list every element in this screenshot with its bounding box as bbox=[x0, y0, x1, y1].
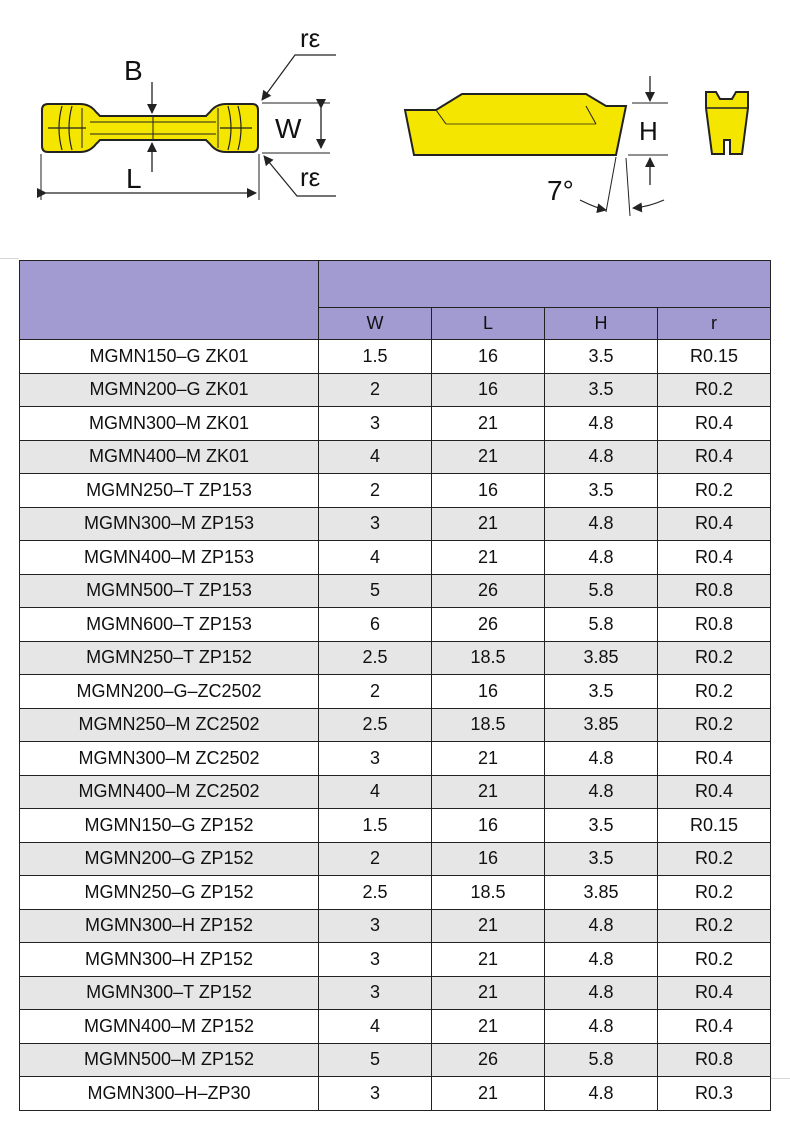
cell-l: 26 bbox=[432, 1043, 545, 1077]
cell-w: 1.5 bbox=[319, 809, 432, 843]
table-row bbox=[20, 708, 771, 742]
cell-h: 4.8 bbox=[545, 1010, 658, 1044]
cell-r: R0.2 bbox=[658, 943, 771, 977]
cell-l: 18.5 bbox=[432, 876, 545, 910]
cell-w: 3 bbox=[319, 507, 432, 541]
table-row bbox=[20, 541, 771, 575]
cell-h: 5.8 bbox=[545, 608, 658, 642]
cell-model: MGMN300–M ZK01 bbox=[20, 407, 319, 441]
cell-h: 4.8 bbox=[545, 742, 658, 776]
cell-model: MGMN300–T ZP152 bbox=[20, 976, 319, 1010]
cell-l: 21 bbox=[432, 407, 545, 441]
cell-r: R0.4 bbox=[658, 976, 771, 1010]
cell-l: 21 bbox=[432, 742, 545, 776]
cell-h: 3.85 bbox=[545, 708, 658, 742]
table-row bbox=[20, 340, 771, 374]
cell-model: MGMN300–M ZC2502 bbox=[20, 742, 319, 776]
cell-r: R0.4 bbox=[658, 440, 771, 474]
cell-model: MGMN600–T ZP153 bbox=[20, 608, 319, 642]
cell-r: R0.4 bbox=[658, 407, 771, 441]
cell-l: 26 bbox=[432, 574, 545, 608]
cell-r: R0.2 bbox=[658, 708, 771, 742]
cell-model: MGMN400–M ZC2502 bbox=[20, 775, 319, 809]
cell-l: 16 bbox=[432, 842, 545, 876]
cell-w: 3 bbox=[319, 909, 432, 943]
insert-side-view bbox=[405, 94, 626, 155]
header-r: r bbox=[658, 308, 771, 340]
label-angle: 7° bbox=[547, 175, 574, 206]
cell-r: R0.2 bbox=[658, 876, 771, 910]
cell-l: 16 bbox=[432, 809, 545, 843]
cell-l: 21 bbox=[432, 943, 545, 977]
cell-l: 21 bbox=[432, 976, 545, 1010]
label-r-top: rε bbox=[300, 23, 321, 53]
cell-w: 3 bbox=[319, 1077, 432, 1111]
cell-w: 2.5 bbox=[319, 708, 432, 742]
table-row bbox=[20, 574, 771, 608]
table-row bbox=[20, 1010, 771, 1044]
spec-table-body bbox=[20, 340, 771, 1111]
header-group-cell bbox=[319, 261, 771, 308]
cell-h: 4.8 bbox=[545, 976, 658, 1010]
cell-model: MGMN150–G ZP152 bbox=[20, 809, 319, 843]
table-row bbox=[20, 775, 771, 809]
cell-w: 2 bbox=[319, 842, 432, 876]
cell-model: MGMN300–M ZP153 bbox=[20, 507, 319, 541]
cell-model: MGMN400–M ZK01 bbox=[20, 440, 319, 474]
cell-w: 2.5 bbox=[319, 876, 432, 910]
table-row bbox=[20, 876, 771, 910]
cell-model: MGMN200–G ZK01 bbox=[20, 373, 319, 407]
cell-model: MGMN250–G ZP152 bbox=[20, 876, 319, 910]
cell-model: MGMN300–H–ZP30 bbox=[20, 1077, 319, 1111]
table-row bbox=[20, 507, 771, 541]
cell-h: 3.5 bbox=[545, 340, 658, 374]
angle-reference-slant bbox=[606, 157, 616, 212]
table-row bbox=[20, 842, 771, 876]
cell-r: R0.4 bbox=[658, 742, 771, 776]
cell-model: MGMN200–G ZP152 bbox=[20, 842, 319, 876]
cell-w: 3 bbox=[319, 976, 432, 1010]
table-row bbox=[20, 675, 771, 709]
cell-w: 2.5 bbox=[319, 641, 432, 675]
cell-l: 21 bbox=[432, 1010, 545, 1044]
cell-r: R0.2 bbox=[658, 641, 771, 675]
cell-h: 4.8 bbox=[545, 943, 658, 977]
cell-r: R0.15 bbox=[658, 809, 771, 843]
label-w: W bbox=[275, 113, 302, 144]
table-row bbox=[20, 641, 771, 675]
cell-r: R0.2 bbox=[658, 474, 771, 508]
cell-l: 16 bbox=[432, 474, 545, 508]
cell-w: 4 bbox=[319, 440, 432, 474]
table-row bbox=[20, 976, 771, 1010]
cell-model: MGMN500–M ZP152 bbox=[20, 1043, 319, 1077]
cell-w: 5 bbox=[319, 1043, 432, 1077]
cell-h: 5.8 bbox=[545, 574, 658, 608]
cell-model: MGMN300–H ZP152 bbox=[20, 909, 319, 943]
cell-h: 3.5 bbox=[545, 842, 658, 876]
cell-h: 4.8 bbox=[545, 507, 658, 541]
label-b: B bbox=[124, 55, 143, 86]
table-row bbox=[20, 909, 771, 943]
cell-r: R0.4 bbox=[658, 1010, 771, 1044]
cell-r: R0.8 bbox=[658, 1043, 771, 1077]
cell-h: 3.5 bbox=[545, 474, 658, 508]
insert-top-view bbox=[42, 104, 258, 152]
header-h: H bbox=[545, 308, 658, 340]
cell-h: 3.5 bbox=[545, 809, 658, 843]
label-l: L bbox=[126, 163, 142, 194]
cell-w: 4 bbox=[319, 775, 432, 809]
cell-l: 16 bbox=[432, 340, 545, 374]
cell-h: 3.5 bbox=[545, 373, 658, 407]
table-row bbox=[20, 943, 771, 977]
cell-r: R0.2 bbox=[658, 373, 771, 407]
spec-table bbox=[19, 260, 771, 1111]
cell-r: R0.4 bbox=[658, 775, 771, 809]
cell-l: 18.5 bbox=[432, 708, 545, 742]
cell-l: 21 bbox=[432, 775, 545, 809]
cell-l: 18.5 bbox=[432, 641, 545, 675]
table-row bbox=[20, 1043, 771, 1077]
cell-l: 21 bbox=[432, 440, 545, 474]
cell-h: 5.8 bbox=[545, 1043, 658, 1077]
insert-dimension-diagram bbox=[0, 0, 790, 230]
r-leader-top bbox=[262, 55, 336, 100]
cell-h: 4.8 bbox=[545, 909, 658, 943]
cell-h: 3.5 bbox=[545, 675, 658, 709]
cell-l: 21 bbox=[432, 541, 545, 575]
angle-arrow-left bbox=[580, 200, 606, 210]
right-page-rule bbox=[770, 1078, 790, 1079]
cell-w: 3 bbox=[319, 407, 432, 441]
cell-h: 4.8 bbox=[545, 541, 658, 575]
cell-model: MGMN250–T ZP153 bbox=[20, 474, 319, 508]
cell-model: MGMN400–M ZP152 bbox=[20, 1010, 319, 1044]
cell-w: 5 bbox=[319, 574, 432, 608]
table-row bbox=[20, 742, 771, 776]
cell-h: 4.8 bbox=[545, 775, 658, 809]
cell-r: R0.2 bbox=[658, 675, 771, 709]
header-w: W bbox=[319, 308, 432, 340]
table-row bbox=[20, 1077, 771, 1111]
table-row bbox=[20, 809, 771, 843]
cell-model: MGMN200–G–ZC2502 bbox=[20, 675, 319, 709]
table-row bbox=[20, 474, 771, 508]
angle-arrow-right bbox=[633, 200, 664, 208]
table-row bbox=[20, 608, 771, 642]
left-page-rule bbox=[0, 258, 19, 259]
cell-model: MGMN300–H ZP152 bbox=[20, 943, 319, 977]
cell-r: R0.4 bbox=[658, 507, 771, 541]
cell-w: 2 bbox=[319, 474, 432, 508]
cell-w: 1.5 bbox=[319, 340, 432, 374]
cell-r: R0.15 bbox=[658, 340, 771, 374]
cell-w: 3 bbox=[319, 742, 432, 776]
cell-l: 21 bbox=[432, 507, 545, 541]
cell-r: R0.3 bbox=[658, 1077, 771, 1111]
cell-r: R0.4 bbox=[658, 541, 771, 575]
cell-l: 21 bbox=[432, 909, 545, 943]
insert-end-view bbox=[706, 92, 748, 154]
cell-w: 6 bbox=[319, 608, 432, 642]
cell-r: R0.2 bbox=[658, 909, 771, 943]
cell-model: MGMN150–G ZK01 bbox=[20, 340, 319, 374]
cell-model: MGMN500–T ZP153 bbox=[20, 574, 319, 608]
cell-h: 4.8 bbox=[545, 1077, 658, 1111]
cell-r: R0.8 bbox=[658, 574, 771, 608]
cell-l: 16 bbox=[432, 373, 545, 407]
cell-w: 3 bbox=[319, 943, 432, 977]
cell-l: 26 bbox=[432, 608, 545, 642]
cell-h: 3.85 bbox=[545, 876, 658, 910]
cell-l: 16 bbox=[432, 675, 545, 709]
cell-w: 4 bbox=[319, 541, 432, 575]
table-row bbox=[20, 440, 771, 474]
cell-model: MGMN250–T ZP152 bbox=[20, 641, 319, 675]
label-r-bottom: rε bbox=[300, 162, 321, 192]
cell-h: 4.8 bbox=[545, 407, 658, 441]
cell-r: R0.2 bbox=[658, 842, 771, 876]
cell-w: 2 bbox=[319, 373, 432, 407]
cell-w: 4 bbox=[319, 1010, 432, 1044]
header-model-cell bbox=[20, 261, 319, 340]
angle-reference-vertical bbox=[626, 158, 630, 216]
table-row bbox=[20, 407, 771, 441]
cell-l: 21 bbox=[432, 1077, 545, 1111]
cell-w: 2 bbox=[319, 675, 432, 709]
cell-h: 4.8 bbox=[545, 440, 658, 474]
label-h: H bbox=[639, 116, 658, 146]
cell-h: 3.85 bbox=[545, 641, 658, 675]
cell-r: R0.8 bbox=[658, 608, 771, 642]
header-l: L bbox=[432, 308, 545, 340]
cell-model: MGMN400–M ZP153 bbox=[20, 541, 319, 575]
table-row bbox=[20, 373, 771, 407]
cell-model: MGMN250–M ZC2502 bbox=[20, 708, 319, 742]
